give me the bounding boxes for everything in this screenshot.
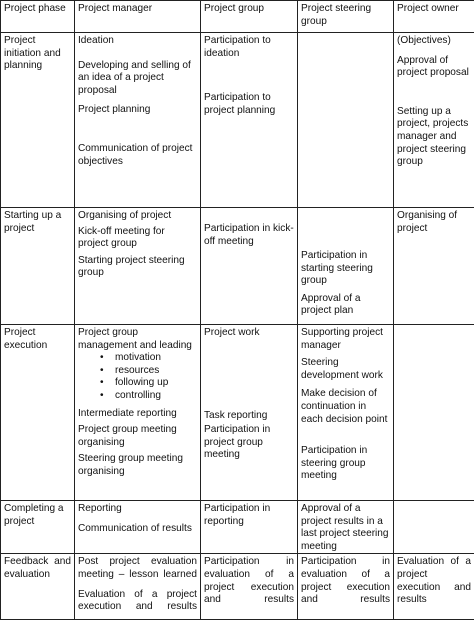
group-text: Participation in reporting bbox=[204, 503, 294, 528]
phase-text: Starting up a project bbox=[4, 210, 71, 235]
group-text: Project work bbox=[204, 327, 294, 340]
phase-cell bbox=[1, 501, 75, 554]
manager-text: Reporting bbox=[78, 503, 197, 516]
manager-text: Project group meeting organising bbox=[78, 424, 197, 449]
manager-cell bbox=[75, 33, 201, 208]
steering-cell bbox=[298, 325, 394, 501]
steering-text: Make decision of continuation in each decision point bbox=[301, 388, 390, 426]
group-text: Participation in project group meeting bbox=[204, 424, 294, 462]
manager-bullet-list bbox=[78, 352, 197, 402]
group-cell bbox=[201, 501, 298, 554]
owner-text: Organising of project bbox=[397, 210, 471, 235]
manager-text: Communication of results bbox=[78, 523, 197, 536]
group-cell bbox=[201, 554, 298, 620]
list-item: • following up bbox=[78, 377, 197, 390]
table-row bbox=[1, 325, 474, 501]
list-item: • motivation bbox=[78, 352, 197, 365]
phase-text: Project execution bbox=[4, 327, 54, 352]
manager-text: Organising of project bbox=[78, 210, 197, 223]
header-project-owner: Project owner bbox=[394, 1, 474, 33]
steering-text: Approval of a project plan bbox=[301, 293, 390, 318]
steering-text: Steering development work bbox=[301, 357, 390, 382]
header-project-steering-group: Project steering group bbox=[298, 1, 394, 33]
table-row bbox=[1, 554, 474, 620]
steering-text: Approval of a project results in a last project steering meeting bbox=[301, 503, 390, 553]
phase-text: Feedback and evaluation bbox=[4, 556, 71, 581]
steering-text: Participation in steering group meeting bbox=[301, 445, 390, 483]
manager-cell bbox=[75, 501, 201, 554]
table-row bbox=[1, 501, 474, 554]
manager-text: Evaluation of a project execution and results bbox=[78, 589, 197, 614]
owner-text: Setting up a project, projects manager and project steering group bbox=[397, 106, 471, 169]
manager-cell bbox=[75, 554, 201, 620]
manager-text: Ideation bbox=[78, 35, 197, 48]
phase-cell bbox=[1, 554, 75, 620]
list-item: • controlling bbox=[78, 390, 197, 403]
owner-cell bbox=[394, 554, 474, 620]
phase-cell bbox=[1, 208, 75, 325]
group-text: Participation in kick-off meeting bbox=[204, 223, 294, 248]
group-text: Participation in evaluation of a project execution and results bbox=[204, 556, 294, 606]
group-cell bbox=[201, 208, 298, 325]
table-row bbox=[1, 208, 474, 325]
header-project-manager: Project manager bbox=[75, 1, 201, 33]
steering-cell bbox=[298, 554, 394, 620]
header-row bbox=[1, 1, 474, 33]
manager-text: Communication of project objectives bbox=[78, 143, 197, 168]
owner-cell bbox=[394, 325, 474, 501]
manager-cell bbox=[75, 208, 201, 325]
owner-text: Evaluation of a project execution and results bbox=[397, 556, 471, 606]
group-text: Participation to project planning bbox=[204, 92, 294, 117]
phase-text: Project initiation and planning bbox=[4, 35, 64, 73]
steering-text: Supporting project manager bbox=[301, 327, 390, 352]
manager-text: Developing and selling of an idea of a project proposal bbox=[78, 60, 197, 98]
manager-text: Intermediate reporting bbox=[78, 408, 197, 421]
owner-cell bbox=[394, 33, 474, 208]
owner-text: (Objectives) bbox=[397, 35, 471, 48]
manager-lead-text: Project group management and leading bbox=[78, 327, 197, 352]
group-cell bbox=[201, 33, 298, 208]
owner-cell bbox=[394, 501, 474, 554]
header-project-group: Project group bbox=[201, 1, 298, 33]
steering-cell bbox=[298, 208, 394, 325]
group-cell bbox=[201, 325, 298, 501]
phase-cell bbox=[1, 33, 75, 208]
steering-text: Participation in starting steering group bbox=[301, 250, 390, 288]
steering-cell bbox=[298, 33, 394, 208]
steering-text: Participation in evaluation of a project execution and results bbox=[301, 556, 390, 606]
manager-text: Steering group meeting organising bbox=[78, 453, 197, 478]
table-row bbox=[1, 33, 474, 208]
manager-text: Post project evaluation meeting – lesson learned bbox=[78, 556, 197, 581]
owner-text: Approval of project proposal bbox=[397, 55, 471, 80]
phase-cell bbox=[1, 325, 75, 501]
manager-cell bbox=[75, 325, 201, 501]
phase-text: Completing a project bbox=[4, 503, 71, 528]
header-project-phase: Project phase bbox=[1, 1, 75, 33]
steering-cell bbox=[298, 501, 394, 554]
manager-text: Starting project steering group bbox=[78, 255, 197, 280]
group-text: Task reporting bbox=[204, 410, 294, 423]
group-text: Participation to ideation bbox=[204, 35, 294, 60]
owner-cell bbox=[394, 208, 474, 325]
list-item: • resources bbox=[78, 365, 197, 378]
manager-text: Kick-off meeting for project group bbox=[78, 226, 197, 251]
manager-text: Project planning bbox=[78, 104, 197, 117]
